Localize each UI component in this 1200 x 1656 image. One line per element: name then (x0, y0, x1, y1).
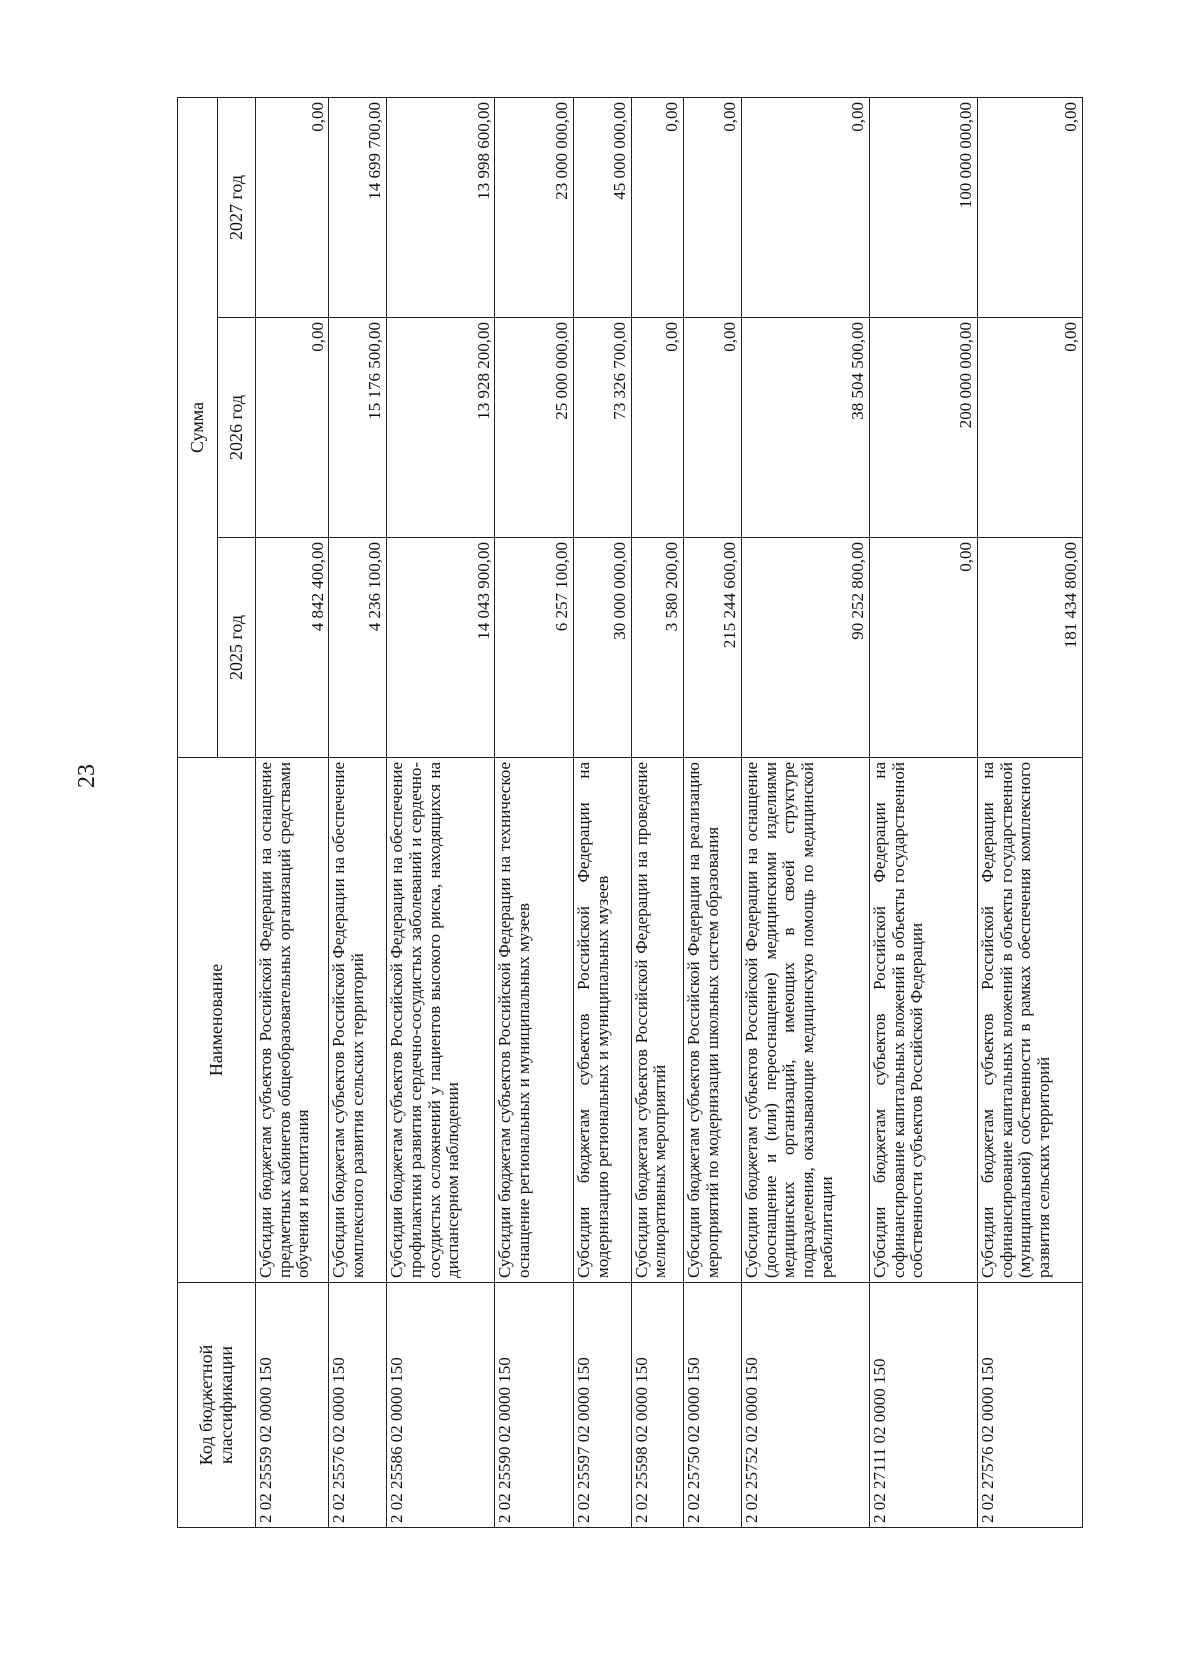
row-sum-2025: 181 434 800,00 (978, 538, 1083, 758)
row-name: Субсидии бюджетам субъектов Российской Федерации на оснащение (дооснащение и (или) переоснащение) медицинскими изделиями медицинских организаций, имеющих в своей структуре подразделения, оказывающие медицинскую помощь по медицинской реабилитации (741, 758, 869, 1283)
table-row (256, 97, 329, 1527)
row-sum-2026: 0,00 (684, 318, 742, 538)
table-row (978, 97, 1083, 1527)
row-sum-2027: 0,00 (256, 97, 329, 317)
table-row (631, 97, 683, 1527)
row-code: 2 02 27576 02 0000 150 (978, 1283, 1083, 1528)
row-code: 2 02 25586 02 0000 150 (387, 1283, 495, 1528)
row-sum-2026: 25 000 000,00 (495, 318, 574, 538)
row-name: Субсидии бюджетам субъектов Российской Федерации на реализацию мероприятий по модернизации школьных систем образования (684, 758, 742, 1283)
budget-table (177, 97, 1083, 1528)
row-sum-2027: 0,00 (631, 97, 683, 317)
row-sum-2025: 0,00 (869, 538, 977, 758)
row-name: Субсидии бюджетам субъектов Российской Федерации на обеспечение комплексного развития сельских территорий (329, 758, 387, 1283)
row-name: Субсидии бюджетам субъектов Российской Федерации на софинансирование капитальных вложений в объекты государственной собственности субъектов Российской Федерации (869, 758, 977, 1283)
row-code: 2 02 25590 02 0000 150 (495, 1283, 574, 1528)
row-name: Субсидии бюджетам субъектов Российской Федерации на модернизацию региональных и муниципальных музеев (573, 758, 631, 1283)
table-row (741, 97, 869, 1527)
row-code: 2 02 27111 02 0000 150 (869, 1283, 977, 1528)
row-code: 2 02 25559 02 0000 150 (256, 1283, 329, 1528)
row-sum-2026: 73 326 700,00 (573, 318, 631, 538)
header-name: Наименование (178, 758, 256, 1283)
header-year-2026: 2026 год (218, 318, 256, 538)
row-sum-2026: 200 000 000,00 (869, 318, 977, 538)
row-sum-2027: 13 998 600,00 (387, 97, 495, 317)
row-code: 2 02 25576 02 0000 150 (329, 1283, 387, 1528)
page-number: 23 (74, 764, 100, 788)
header-code: Код бюджетной классификации (178, 1283, 256, 1528)
row-name: Субсидии бюджетам субъектов Российской Федерации на оснащение предметных кабинетов общеобразовательных организаций средствами обучения и воспитания (256, 758, 329, 1283)
row-sum-2026: 13 928 200,00 (387, 318, 495, 538)
row-sum-2025: 215 244 600,00 (684, 538, 742, 758)
row-sum-2025: 6 257 100,00 (495, 538, 574, 758)
row-sum-2025: 4 842 400,00 (256, 538, 329, 758)
row-sum-2027: 0,00 (978, 97, 1083, 317)
header-sum: Сумма (178, 97, 218, 757)
table-row (869, 97, 977, 1527)
row-sum-2027: 100 000 000,00 (869, 97, 977, 317)
table-row (387, 97, 495, 1527)
row-sum-2026: 0,00 (978, 318, 1083, 538)
row-sum-2027: 0,00 (684, 97, 742, 317)
row-name: Субсидии бюджетам субъектов Российской Федерации на софинансирование капитальных вложений в объекты государственной (муниципальной) собственности в рамках обеспечения комплексного развития сельских территорий (978, 758, 1083, 1283)
row-sum-2027: 45 000 000,00 (573, 97, 631, 317)
row-sum-2025: 3 580 200,00 (631, 538, 683, 758)
row-name: Субсидии бюджетам субъектов Российской Федерации на обеспечение профилактики развития сердечно-сосудистых заболеваний и сердечно-сосудистых осложнений у пациентов высокого риска, находящихся на диспансерном наблюдении (387, 758, 495, 1283)
table-row (495, 97, 574, 1527)
row-code: 2 02 25598 02 0000 150 (631, 1283, 683, 1528)
row-sum-2026: 0,00 (631, 318, 683, 538)
row-sum-2025: 30 000 000,00 (573, 538, 631, 758)
header-year-2025: 2025 год (218, 538, 256, 758)
row-name: Субсидии бюджетам субъектов Российской Федерации на техническое оснащение региональных и муниципальных музеев (495, 758, 574, 1283)
row-code: 2 02 25597 02 0000 150 (573, 1283, 631, 1528)
table-row (329, 97, 387, 1527)
row-sum-2027: 14 699 700,00 (329, 97, 387, 317)
row-sum-2025: 90 252 800,00 (741, 538, 869, 758)
row-sum-2027: 0,00 (741, 97, 869, 317)
row-sum-2025: 14 043 900,00 (387, 538, 495, 758)
row-sum-2026: 0,00 (256, 318, 329, 538)
row-name: Субсидии бюджетам субъектов Российской Федерации на проведение мелиоративных мероприятий (631, 758, 683, 1283)
row-sum-2026: 38 504 500,00 (741, 318, 869, 538)
row-code: 2 02 25750 02 0000 150 (684, 1283, 742, 1528)
row-code: 2 02 25752 02 0000 150 (741, 1283, 869, 1528)
row-sum-2027: 23 000 000,00 (495, 97, 574, 317)
row-sum-2025: 4 236 100,00 (329, 538, 387, 758)
row-sum-2026: 15 176 500,00 (329, 318, 387, 538)
document-rotated-container (177, 98, 1083, 1528)
header-year-2027: 2027 год (218, 97, 256, 317)
table-row (573, 97, 631, 1527)
table-row (684, 97, 742, 1527)
